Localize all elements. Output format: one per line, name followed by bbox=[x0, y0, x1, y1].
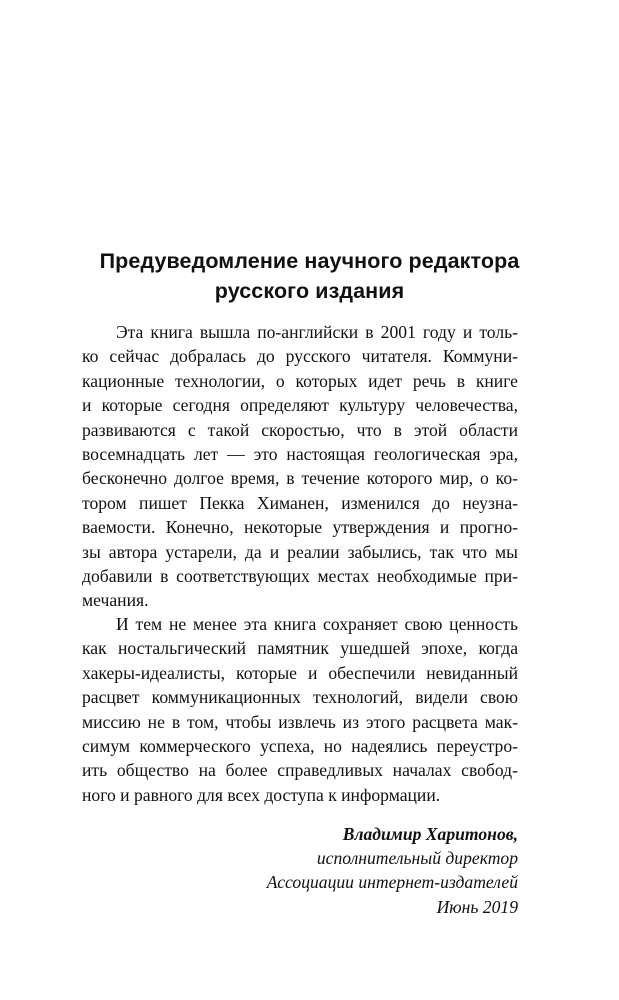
text-line: ного и равного для всех доступа к информации. bbox=[82, 784, 441, 805]
text-line: миссию не в том, чтобы извлечь из этого расцвета мак- bbox=[82, 711, 518, 732]
text-line: бесконечно долгое время, в течение которого мир, о ко- bbox=[82, 468, 518, 489]
text-line: хакеры-идеалисты, которые и обеспечили невиданный bbox=[82, 662, 518, 683]
signature-block bbox=[267, 822, 518, 919]
text-line: тором пишет Пекка Химанен, изменился до неузна- bbox=[82, 492, 518, 513]
text-line: добавили в соответствующих местах необходимые при- bbox=[82, 565, 518, 586]
title-line-1: Предуведомление научного редактора bbox=[99, 249, 520, 273]
text-line: ить общество на более справедливых началах свобод- bbox=[82, 760, 518, 781]
paragraph-2 bbox=[82, 612, 518, 807]
text-line: и которые сегодня определяют культуру человечества, bbox=[82, 395, 518, 416]
signature-name: Владимир Харитонов, bbox=[342, 824, 518, 844]
text-line: мечания. bbox=[82, 590, 149, 611]
title-line-2: русского издания bbox=[214, 279, 405, 303]
text-line: симум коммерческого успеха, но надеялись переустро- bbox=[82, 735, 518, 756]
text-line: И тем не менее эта книга сохраняет свою ценность bbox=[116, 614, 518, 634]
text-line: кационные технологии, о которых идет речь в книге bbox=[82, 370, 518, 391]
text-line: как ностальгический памятник ушедшей эпохе, когда bbox=[82, 638, 518, 659]
text-line: развиваются с такой скоростью, что в этой области bbox=[82, 419, 518, 440]
text-line: ваемости. Конечно, некоторые утверждения и прогно- bbox=[82, 517, 518, 538]
page-title bbox=[60, 246, 559, 306]
text-line: зы автора устарели, да и реалии забылись, так что мы bbox=[82, 541, 518, 562]
text-line: восемнадцать лет — это настоящая геологическая эра, bbox=[82, 443, 518, 464]
text-line: ко сейчас добралась до русского читателя. Коммуни- bbox=[82, 346, 518, 367]
text-line: Эта книга вышла по-английски в 2001 году и толь- bbox=[116, 322, 518, 342]
signature-organization: Ассоциации интернет-издателей bbox=[266, 872, 518, 893]
paragraph-1 bbox=[82, 320, 518, 613]
text-line: расцвет коммуникационных технологий, видели свою bbox=[82, 687, 518, 708]
signature-date: Июнь 2019 bbox=[436, 896, 518, 917]
signature-title: исполнительный директор bbox=[316, 848, 518, 869]
